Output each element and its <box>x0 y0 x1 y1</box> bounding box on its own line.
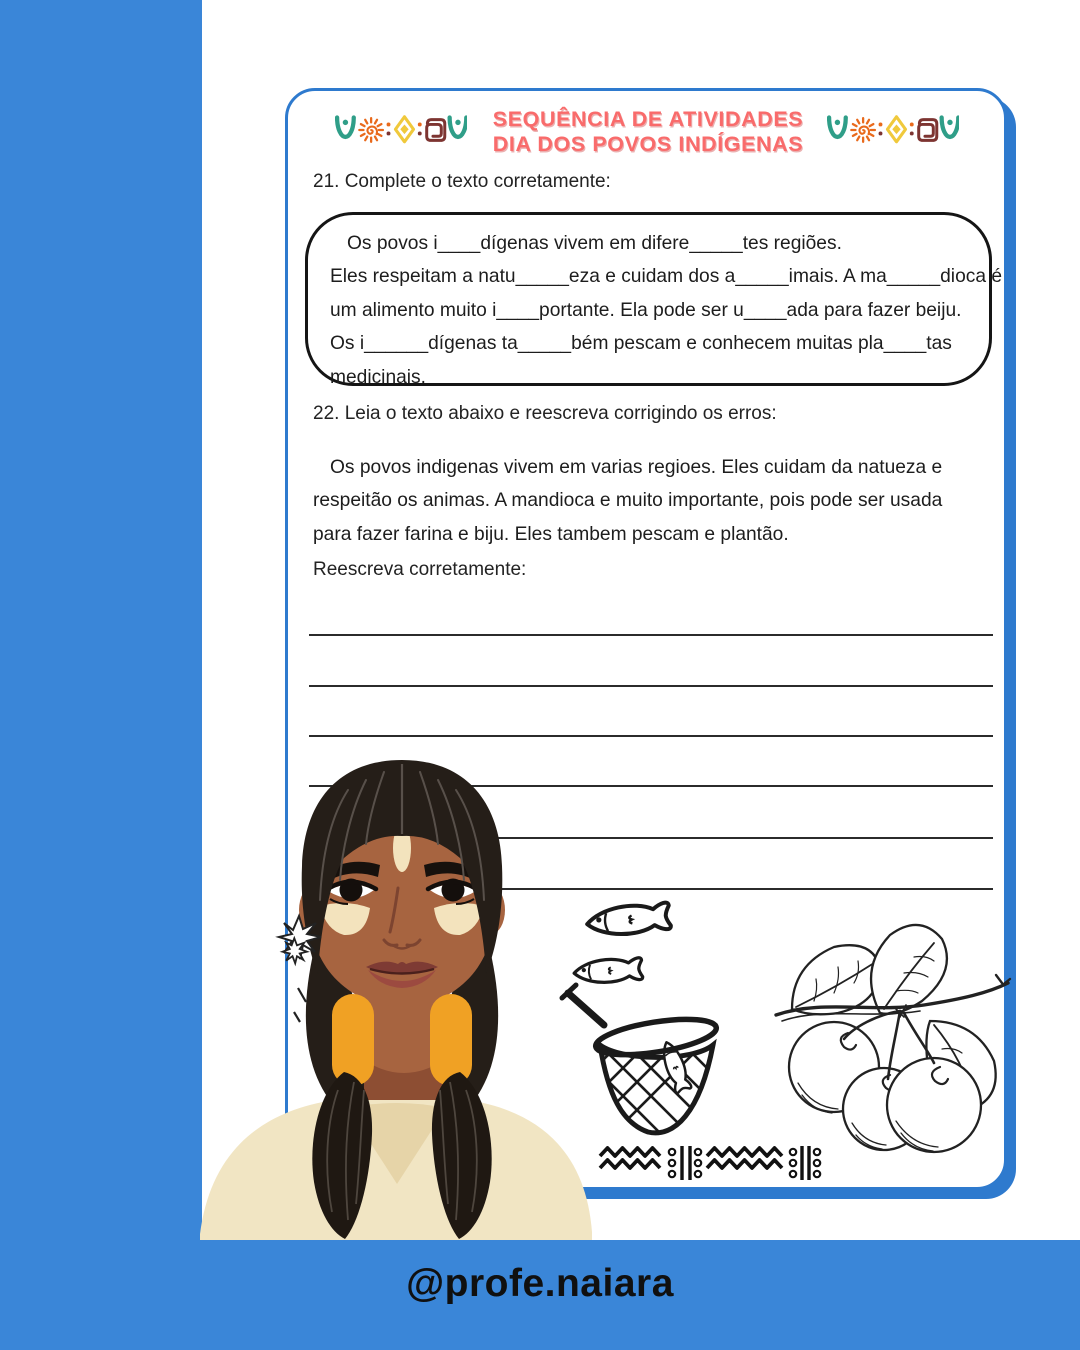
q22-text-line: para fazer farina e biju. Eles tambem pescam e plantão. <box>313 523 789 545</box>
earring <box>430 994 472 1086</box>
writing-line <box>309 735 993 737</box>
leaf-icon <box>871 925 947 1014</box>
fill-in-the-blanks-box <box>305 212 1003 388</box>
worksheet-title <box>456 107 840 157</box>
box-text-line: Os i______dígenas ta_____bém pescam e conhecem muitas pla____tas <box>330 333 952 355</box>
leaf-icon <box>792 945 880 1014</box>
indigenous-woman-illustration <box>198 760 594 1240</box>
question-21-label: 21. Complete o texto corretamente: <box>313 171 611 192</box>
q22-text-line: Os povos indigenas vivem em varias regioes. Eles cuidam da natueza e <box>330 457 943 478</box>
tribal-icons-right <box>827 106 959 154</box>
question-22-label: 22. Leia o texto abaixo e reescreva corrigindo os erros: <box>313 403 777 424</box>
fruit-branch-illustration <box>762 917 1014 1169</box>
question-22-text <box>313 451 942 551</box>
writing-line <box>309 634 993 636</box>
earring <box>332 994 374 1086</box>
fruit-icon <box>887 1058 981 1152</box>
title-line-2: DIA DOS POVOS INDÍGENAS <box>492 132 804 156</box>
writing-line <box>309 685 993 687</box>
box-text-line: medicinais. <box>330 366 426 388</box>
box-text-line: Os povos i____dígenas vivem em difere_____tes regiões. <box>347 233 842 254</box>
rewrite-label: Reescreva corretamente: <box>313 559 527 580</box>
q22-text-line: respeitão os animas. A mandioca e muito importante, pois pode ser usada <box>313 490 943 512</box>
box-text-line: Eles respeitam a natu_____eza e cuidam dos a_____imais. A ma_____dioca é <box>330 266 1003 288</box>
tribal-pattern-illustration <box>597 1143 823 1185</box>
title-line-1: SEQUÊNCIA DE ATIVIDADES <box>492 107 804 131</box>
tribal-icons-left <box>335 106 467 154</box>
box-text-line: um alimento muito i____portante. Ela pode ser u____ada para fazer beiju. <box>330 299 962 321</box>
instagram-handle: @profe.naiara <box>406 1262 674 1305</box>
